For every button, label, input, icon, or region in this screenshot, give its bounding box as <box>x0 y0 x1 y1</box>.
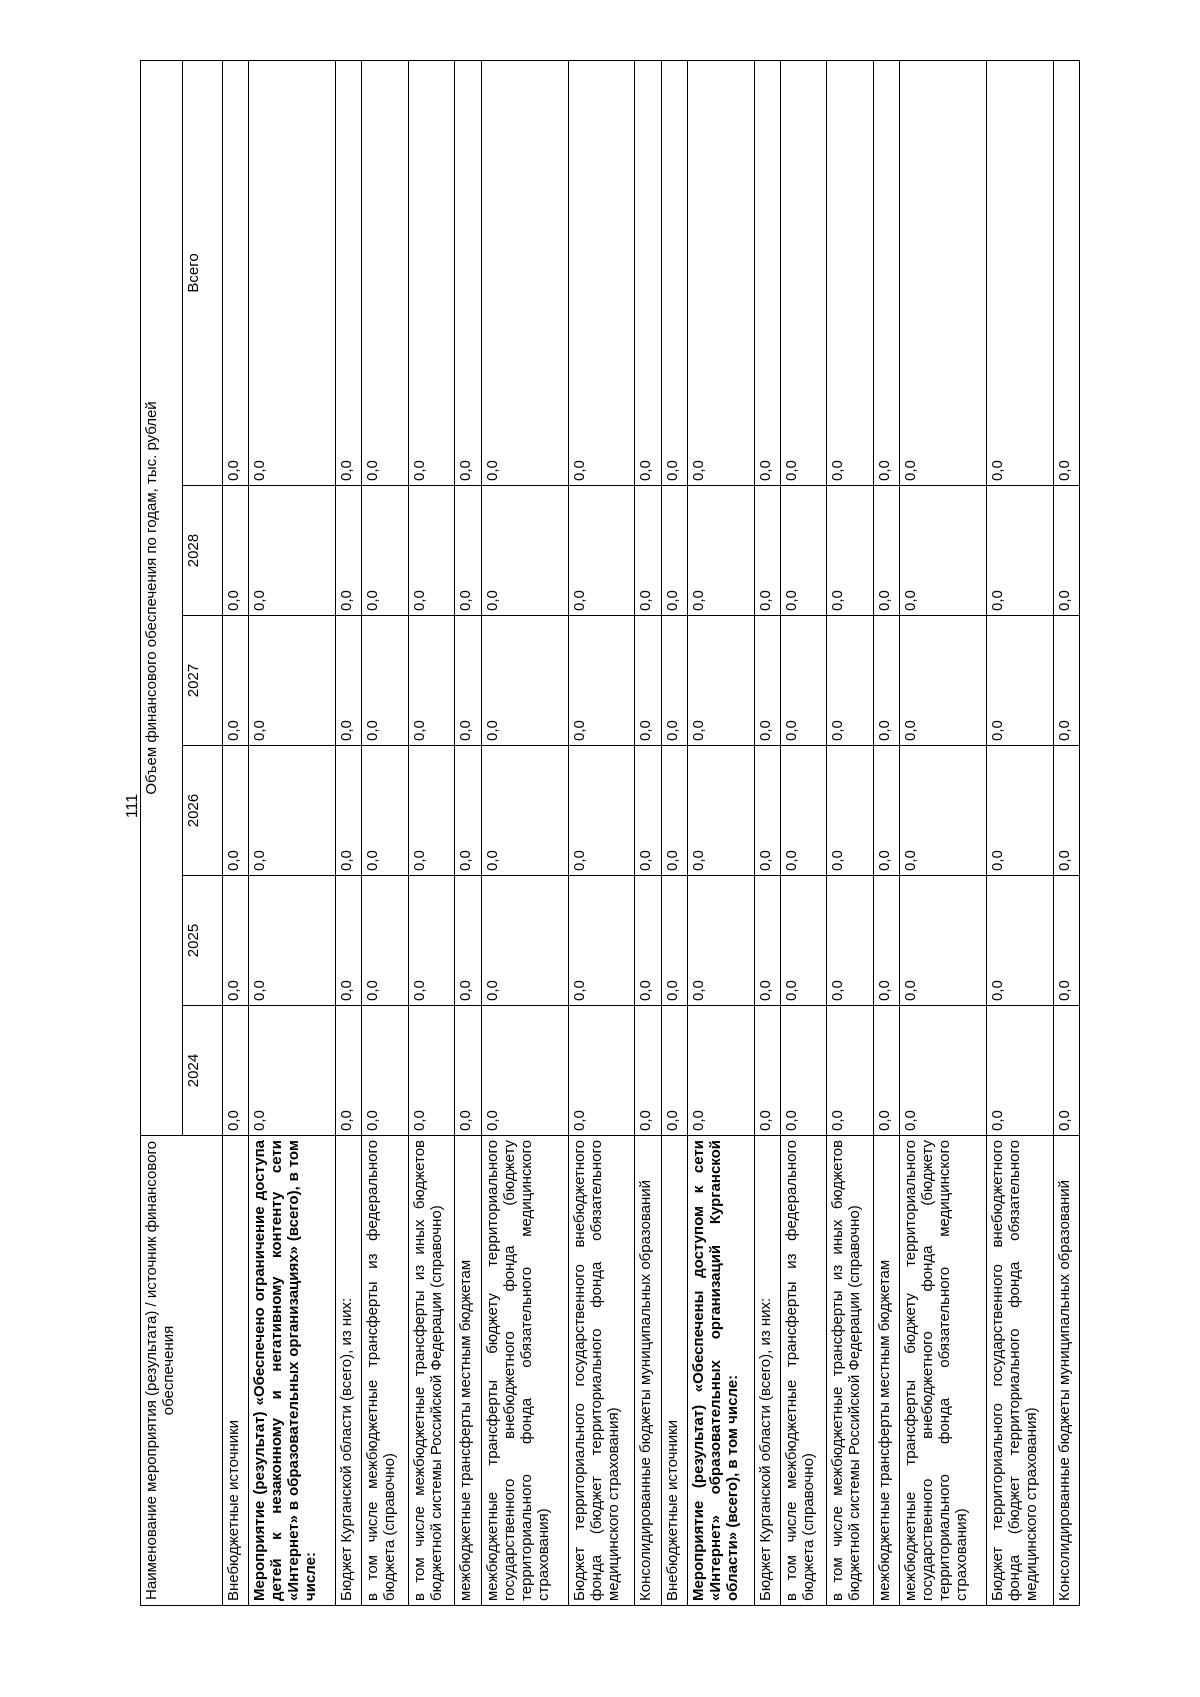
row-year-value: 0,0 <box>986 876 1053 1006</box>
table-row <box>687 60 754 1605</box>
row-year-value: 0,0 <box>899 876 986 1006</box>
table-row <box>336 60 362 1605</box>
row-year-value: 0,0 <box>986 486 1053 616</box>
header-row-top <box>141 60 183 1605</box>
row-source-name: межбюджетные трансферты бюджету территориального государственного внебюджетного фонда (бюджету территориального фонда обязательного медицинского страхования) <box>481 1136 568 1606</box>
row-year-value: 0,0 <box>899 616 986 746</box>
table-row <box>455 60 481 1605</box>
table-row <box>481 60 568 1605</box>
row-total-value: 0,0 <box>754 60 780 485</box>
row-year-value: 0,0 <box>661 876 687 1006</box>
row-source-name: межбюджетные трансферты местным бюджетам <box>873 1136 899 1606</box>
row-year-value: 0,0 <box>1053 746 1079 876</box>
row-year-value: 0,0 <box>635 616 661 746</box>
row-year-value: 0,0 <box>568 1006 635 1136</box>
row-source-name: Бюджет Курганской области (всего), из них: <box>336 1136 362 1606</box>
row-total-value: 0,0 <box>455 60 481 485</box>
row-year-value: 0,0 <box>661 1006 687 1136</box>
row-year-value: 0,0 <box>336 486 362 616</box>
row-year-value: 0,0 <box>780 1006 826 1136</box>
row-source-name: Мероприятие (результат) «Обеспечены доступом к сети «Интернет» образовательных организаций Курганской области» (всего), в том числе: <box>687 1136 754 1606</box>
row-year-value: 0,0 <box>899 486 986 616</box>
row-year-value: 0,0 <box>827 876 873 1006</box>
row-source-name: Бюджет территориального государственного внебюджетного фонда (бюджет территориального фонда обязательного медицинского страхования) <box>568 1136 635 1606</box>
row-year-value: 0,0 <box>249 486 336 616</box>
row-year-value: 0,0 <box>223 876 249 1006</box>
row-year-value: 0,0 <box>408 1006 454 1136</box>
row-year-value: 0,0 <box>873 616 899 746</box>
table-row <box>223 60 249 1605</box>
row-year-value: 0,0 <box>481 616 568 746</box>
row-year-value: 0,0 <box>408 746 454 876</box>
row-year-value: 0,0 <box>661 486 687 616</box>
row-total-value: 0,0 <box>986 60 1053 485</box>
row-total-value: 0,0 <box>635 60 661 485</box>
row-total-value: 0,0 <box>568 60 635 485</box>
row-year-value: 0,0 <box>873 486 899 616</box>
row-year-value: 0,0 <box>455 486 481 616</box>
row-year-value: 0,0 <box>362 1006 408 1136</box>
row-year-value: 0,0 <box>481 746 568 876</box>
row-year-value: 0,0 <box>754 486 780 616</box>
row-year-value: 0,0 <box>223 1006 249 1136</box>
table-row <box>754 60 780 1605</box>
table-row <box>780 60 826 1605</box>
row-year-value: 0,0 <box>249 616 336 746</box>
row-source-name: Мероприятие (результат) «Обеспечено ограничение доступа детей к незаконному и негативному контенту сети «Интернет» в образовательных организациях» (всего), в том числе: <box>249 1136 336 1606</box>
row-total-value: 0,0 <box>687 60 754 485</box>
row-year-value: 0,0 <box>455 876 481 1006</box>
row-year-value: 0,0 <box>827 1006 873 1136</box>
row-total-value: 0,0 <box>1053 60 1079 485</box>
table-row <box>1053 60 1079 1605</box>
row-year-value: 0,0 <box>754 1006 780 1136</box>
row-source-name: Бюджет Курганской области (всего), из них: <box>754 1136 780 1606</box>
row-source-name: в том числе межбюджетные трансферты из иных бюджетов бюджетной системы Российской Федерации (справочно) <box>408 1136 454 1606</box>
row-year-value: 0,0 <box>481 876 568 1006</box>
row-source-name: Внебюджетные источники <box>223 1136 249 1606</box>
row-year-value: 0,0 <box>1053 486 1079 616</box>
row-year-value: 0,0 <box>362 486 408 616</box>
row-year-value: 0,0 <box>249 1006 336 1136</box>
row-year-value: 0,0 <box>336 616 362 746</box>
row-year-value: 0,0 <box>687 616 754 746</box>
row-year-value: 0,0 <box>661 746 687 876</box>
row-year-value: 0,0 <box>780 876 826 1006</box>
row-year-value: 0,0 <box>635 486 661 616</box>
header-year: 2025 <box>183 876 223 1006</box>
row-source-name: Внебюджетные источники <box>661 1136 687 1606</box>
row-year-value: 0,0 <box>754 876 780 1006</box>
row-year-value: 0,0 <box>408 616 454 746</box>
row-year-value: 0,0 <box>754 616 780 746</box>
row-year-value: 0,0 <box>249 746 336 876</box>
row-total-value: 0,0 <box>481 60 568 485</box>
row-source-name: межбюджетные трансферты бюджету территориального государственного внебюджетного фонда (бюджету территориального фонда обязательного медицинского страхования) <box>899 1136 986 1606</box>
row-year-value: 0,0 <box>1053 876 1079 1006</box>
header-year: 2028 <box>183 486 223 616</box>
row-year-value: 0,0 <box>1053 616 1079 746</box>
row-year-value: 0,0 <box>336 746 362 876</box>
table-row <box>249 60 336 1605</box>
row-year-value: 0,0 <box>986 746 1053 876</box>
header-year: 2026 <box>183 746 223 876</box>
row-total-value: 0,0 <box>780 60 826 485</box>
row-year-value: 0,0 <box>780 746 826 876</box>
row-source-name: Консолидированные бюджеты муниципальных образований <box>1053 1136 1079 1606</box>
table-row <box>827 60 873 1605</box>
table-row <box>408 60 454 1605</box>
row-year-value: 0,0 <box>873 1006 899 1136</box>
row-year-value: 0,0 <box>249 876 336 1006</box>
row-year-value: 0,0 <box>635 1006 661 1136</box>
row-source-name: в том числе межбюджетные трансферты из федерального бюджета (справочно) <box>362 1136 408 1606</box>
row-year-value: 0,0 <box>687 746 754 876</box>
row-year-value: 0,0 <box>481 486 568 616</box>
row-year-value: 0,0 <box>223 616 249 746</box>
row-total-value: 0,0 <box>873 60 899 485</box>
table-row <box>899 60 986 1605</box>
table-row <box>661 60 687 1605</box>
row-year-value: 0,0 <box>336 876 362 1006</box>
row-year-value: 0,0 <box>687 1006 754 1136</box>
row-year-value: 0,0 <box>336 1006 362 1136</box>
row-source-name: в том числе межбюджетные трансферты из федерального бюджета (справочно) <box>780 1136 826 1606</box>
financing-table <box>140 60 1080 1606</box>
row-year-value: 0,0 <box>362 746 408 876</box>
row-year-value: 0,0 <box>687 876 754 1006</box>
table-row <box>362 60 408 1605</box>
row-year-value: 0,0 <box>568 616 635 746</box>
row-year-value: 0,0 <box>1053 1006 1079 1136</box>
rotated-page-content <box>140 61 1080 1606</box>
row-year-value: 0,0 <box>873 746 899 876</box>
row-year-value: 0,0 <box>827 486 873 616</box>
row-source-name: Консолидированные бюджеты муниципальных образований <box>635 1136 661 1606</box>
row-year-value: 0,0 <box>899 746 986 876</box>
row-year-value: 0,0 <box>827 616 873 746</box>
table-body <box>223 60 1080 1605</box>
row-year-value: 0,0 <box>568 486 635 616</box>
row-year-value: 0,0 <box>362 876 408 1006</box>
header-financing-group: Объем финансового обеспечения по годам, тыс. рублей <box>141 60 183 1135</box>
table-row <box>986 60 1053 1605</box>
row-total-value: 0,0 <box>899 60 986 485</box>
row-year-value: 0,0 <box>223 746 249 876</box>
table-row <box>873 60 899 1605</box>
row-total-value: 0,0 <box>362 60 408 485</box>
row-source-name: межбюджетные трансферты местным бюджетам <box>455 1136 481 1606</box>
row-total-value: 0,0 <box>336 60 362 485</box>
row-year-value: 0,0 <box>362 616 408 746</box>
row-source-name: Бюджет территориального государственного внебюджетного фонда (бюджет территориального фонда обязательного медицинского страхования) <box>986 1136 1053 1606</box>
row-year-value: 0,0 <box>873 876 899 1006</box>
header-total: Всего <box>183 60 223 485</box>
row-year-value: 0,0 <box>455 1006 481 1136</box>
table-row <box>568 60 635 1605</box>
row-year-value: 0,0 <box>635 876 661 1006</box>
row-year-value: 0,0 <box>827 746 873 876</box>
row-year-value: 0,0 <box>568 876 635 1006</box>
row-year-value: 0,0 <box>754 746 780 876</box>
row-year-value: 0,0 <box>455 746 481 876</box>
row-total-value: 0,0 <box>827 60 873 485</box>
row-total-value: 0,0 <box>661 60 687 485</box>
row-year-value: 0,0 <box>568 746 635 876</box>
row-year-value: 0,0 <box>635 746 661 876</box>
header-year: 2024 <box>183 1006 223 1136</box>
row-year-value: 0,0 <box>899 1006 986 1136</box>
row-total-value: 0,0 <box>223 60 249 485</box>
row-source-name: в том числе межбюджетные трансферты из иных бюджетов бюджетной системы Российской Федерации (справочно) <box>827 1136 873 1606</box>
row-total-value: 0,0 <box>408 60 454 485</box>
row-year-value: 0,0 <box>780 616 826 746</box>
header-name-column: Наименование мероприятия (результата) / источник финансового обеспечения <box>141 1136 223 1606</box>
row-year-value: 0,0 <box>408 876 454 1006</box>
row-year-value: 0,0 <box>986 616 1053 746</box>
row-year-value: 0,0 <box>661 616 687 746</box>
row-year-value: 0,0 <box>780 486 826 616</box>
row-year-value: 0,0 <box>687 486 754 616</box>
row-year-value: 0,0 <box>481 1006 568 1136</box>
row-total-value: 0,0 <box>249 60 336 485</box>
row-year-value: 0,0 <box>223 486 249 616</box>
header-year: 2027 <box>183 616 223 746</box>
page-number: 111 <box>124 793 141 819</box>
row-year-value: 0,0 <box>986 1006 1053 1136</box>
table-row <box>635 60 661 1605</box>
row-year-value: 0,0 <box>408 486 454 616</box>
row-year-value: 0,0 <box>455 616 481 746</box>
